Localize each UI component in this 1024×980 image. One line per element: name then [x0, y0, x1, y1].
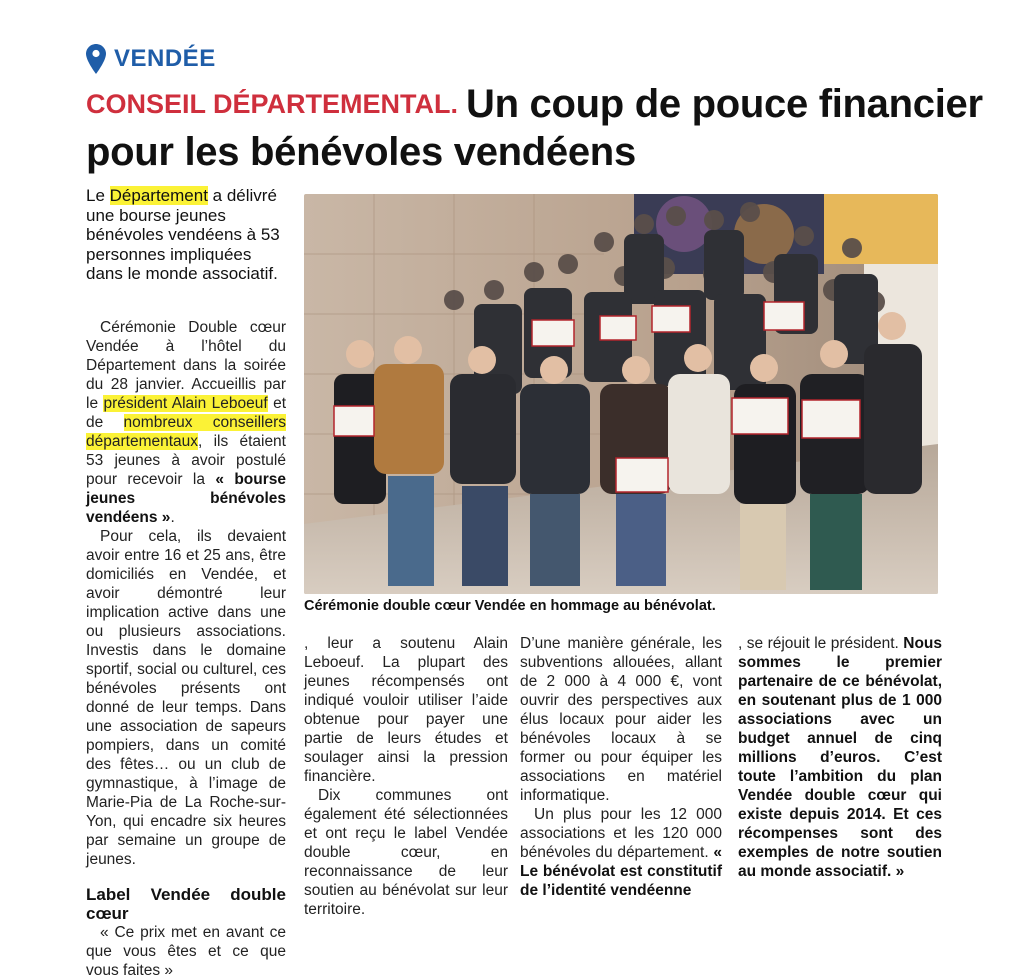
paragraph-president-quote: , se réjouit le président. Nous sommes le premier partenaire de ce bénévolat, en soutenant plus de 1 000 associations avec un budget annuel de cinq millions d’euros. C’est toute l’ambition du plan Vendée double cœur qui existe depuis 2014. Et ces récompenses sont des exemples de notre soutien au monde associatif. » — [738, 635, 942, 880]
headline-label: CONSEIL DÉPARTEMENTAL. — [86, 89, 459, 119]
paragraph-ceremony: Cérémonie Double cœur Vendée à l’hôtel du Département dans la soirée du 28 janvier. Accueillis par le président Alain Leboeuf et de nombreux conseillers départementaux, ils étaient 53 jeunes à avoir postulé pour recevoir la « bourse jeunes bénévoles vendéens ». — [86, 319, 286, 526]
paragraph-associations: Un plus pour les 12 000 associations et les 120 000 bénévoles du département. « Le bénévolat est constitutif de l’identité vendéenne — [520, 806, 722, 899]
lead-text-end: a délivré une bourse jeunes bénévoles vendéens à 53 personnes impliquées dans le monde associatif. — [86, 186, 280, 283]
group-photo-image — [304, 194, 938, 594]
paragraph-communes: Dix communes ont également été sélectionnées et ont reçu le label Vendée double cœur, en reconnaissance de leur soutien au bénévolat sur leur territoire. — [304, 787, 508, 918]
lead-text-start: Le — [86, 186, 110, 205]
headline-title: Un coup de pouce financier pour les bénévoles vendéens — [86, 82, 983, 174]
article-subhead: Label Vendée double cœur — [86, 885, 286, 923]
photo-caption: Cérémonie double cœur Vendée en hommage au bénévolat. — [304, 598, 716, 614]
lead-highlight: Département — [109, 186, 208, 205]
paragraph-quote-end: , leur a soutenu Alain Leboeuf. La plupart des jeunes récompensés ont indiqué vouloir utiliser l’aide obtenue pour payer une partie de leurs études et soulager ainsi la pression financière. — [304, 635, 508, 785]
paragraph-quote-start: « Ce prix met en avant ce que vous êtes et ce que vous faites » — [86, 924, 286, 979]
article-lead — [86, 186, 282, 284]
paragraph-subventions: D’une manière générale, les subventions allouées, allant de 2 000 à 4 000 €, vont ouvrir des perspectives aux élus locaux pour aider les bénévoles locaux à se former ou pour équiper les associations en matériel informatique. — [520, 635, 722, 804]
article-headline — [86, 82, 986, 174]
article-column-1 — [86, 318, 286, 980]
bourse-name: « bourse jeunes bénévoles vendéens » — [86, 471, 286, 526]
article-column-3 — [520, 634, 722, 900]
map-pin-icon — [86, 44, 106, 74]
article-column-2 — [304, 634, 508, 919]
paragraph-conditions: Pour cela, ils devaient avoir entre 16 et 25 ans, être domiciliés en Vendée, et avoir démontré leur implication active dans une ou plusieurs associations. Investis dans le domaine sportif, social ou culturel, ces bénévoles présents ont donné de leur temps. Dans une association de sapeurs pompiers, dans un comité des fêtes… ou un club de gymnastique, à l’image de Marie-Pia de La Roche-sur-Yon, qui encadre six heures par semaine un groupe de jeunes. — [86, 528, 286, 868]
highlight-conseillers: nombreux conseillers départementaux — [86, 414, 286, 450]
article-column-4 — [738, 634, 942, 881]
section-name: VENDÉE — [114, 45, 216, 72]
section-kicker — [86, 44, 216, 74]
article-photo — [304, 194, 938, 594]
highlight-president: président Alain Leboeuf — [103, 395, 268, 412]
